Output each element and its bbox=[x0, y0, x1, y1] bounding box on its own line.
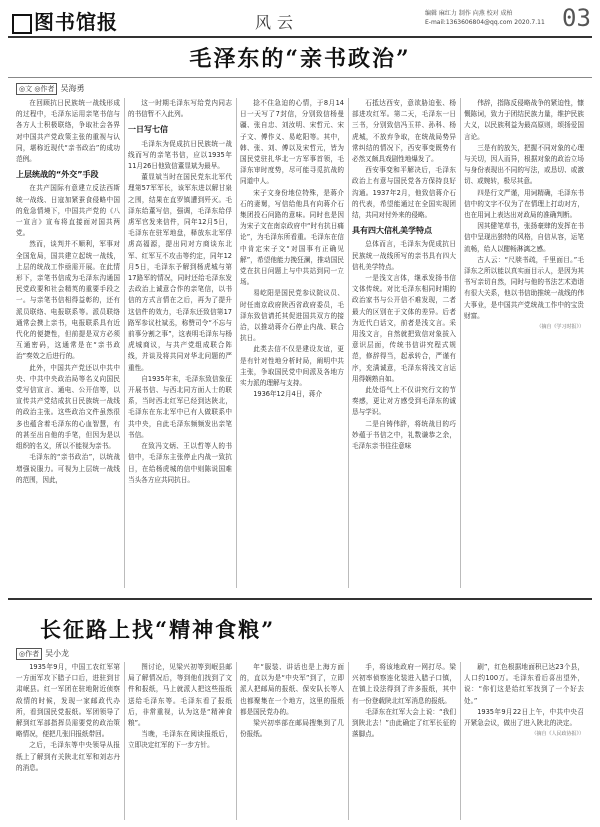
subheading: 一日写七信 bbox=[128, 125, 168, 135]
article2-byline bbox=[16, 648, 69, 660]
paragraph: 此处语气上不仅讲究行文的节奏感，更让对方感受到毛泽东的诚恳与学识。 bbox=[352, 386, 456, 417]
article2-col-4 bbox=[352, 662, 456, 820]
paragraph: 然而，谈判并不顺利，军事对全国危局，国共建立起统一战线，上层的统战工作亟需开展。在此情形下，亲笔书信成为毛泽东沟通国民党政要和社会精英的重要手段之一。与亲笔书信相得益彰的，还有派员联络、电报联系等。派员联络通常会携上亲书，电报联系具有近代化的便捷性，但前提是双方必须互通密码，这通常是在“亲书政治”奏效之后进行的。 bbox=[16, 240, 120, 361]
paragraph: 刷”，红色根据地面积已达23个县，人口约100万。毛泽东看后喜出望外，说：“你们这是给红军找到了一个好去处。” bbox=[464, 663, 584, 705]
column-divider bbox=[460, 662, 461, 820]
column-divider bbox=[124, 662, 125, 820]
paragraph: 在致冯文炳、王以哲等人的书信中，毛泽东主张停止内战一致抗日，在给杨虎城的信中则陈说国难当头各方应共同抗日。 bbox=[128, 442, 232, 484]
article1-col-4 bbox=[352, 98, 456, 588]
masthead-text: 图书馆报 bbox=[34, 10, 118, 34]
byline-tag: ◎作者 bbox=[16, 648, 42, 660]
paragraph: 图讨论，见梁兴初等到岷县邮局了解情况后，等到他们找到了文件和报纸，马上就派人把这些报纸送给毛泽东等。毛泽东看了报纸后，非常重视，认为这是“精神食粮”。 bbox=[128, 663, 232, 728]
paragraph: 古人云：“尺牍书疏，千里面目。”毛泽东之所以能以真实面目示人，是因为其书写亲切自然，同时与他的书法艺术造诣有很大关系，他以书信助推统一战线的伟大事业，是中国共产党统战工作中的宝贵财富。 bbox=[464, 255, 584, 320]
subheading: 具有四大信札美学特点 bbox=[352, 226, 432, 236]
paragraph: 手，将该地政府一网打尽。梁兴初率侦察连化装进入腊子口镇，在镇上设法得到了许多报纸，其中有一份登载陕北红军消息的报纸。 bbox=[352, 663, 456, 705]
paragraph: 毛泽东在红军大会上说：“我们到陕北去！”由此确定了红军长征的落脚点。 bbox=[352, 707, 456, 739]
article2-col-5 bbox=[464, 662, 584, 820]
page-number: 03 bbox=[562, 4, 591, 32]
article1-title: 毛泽东的“亲书政治” bbox=[189, 46, 411, 72]
paragraph: 总体而言，毛泽东为促成抗日民族统一战线所写的亲书具有四大信札美学特点。 bbox=[352, 240, 456, 271]
page-header bbox=[0, 0, 600, 40]
article2-title: 长征路上找“精神食粮” bbox=[40, 617, 276, 642]
byline-tag: ◎文 ◎作者 bbox=[16, 83, 57, 95]
paragraph: 董显斌当时在国民党东北军代理第57军军长，该军东进以解甘泉之围，结果在直罗镇遭到歼灭。毛泽东给董写信，强调，毛泽东给俘虏军官发来信件，同年12月5日，毛泽东在驻军地盘，释放东北军俘虏高福源，提出同对方商谈东北军、红军互不攻击等约定，同年12月5日，毛泽东予解到杨虎城与第17路军的情况，同时还给毛泽东发去政治上诚意合作的亲笔信，以书信的方式言情在之后，再为了提升这信件的效力，毛泽东还致信第17路军参议杜斌丞，称赞司令“不忘与前事分割之事”，这表明毛泽东与杨虎城商议，与共产党组成联合阵线，并谈及将共同对华北问题的严重性。 bbox=[128, 173, 232, 372]
editor-line: 编辑 麻红力 制作 向燕 校对 成柏 bbox=[425, 10, 513, 17]
paragraph: 石抵达西安，意欲胁迫张、杨部进攻红军。第二天，毛泽东一日三书，分别致信冯玉祥、孙科、杨虎城，不放弃争取，在统战局势异常纠结的情况下，西安事变既势有必然又颇具戏剧性地爆发了。 bbox=[352, 99, 456, 164]
paragraph: 这一时期毛泽东写给党内同志的书信暂不入此列。 bbox=[128, 99, 232, 119]
paragraph: 因其健笔草书，张扬豪肆的发挥在书信中呈现出独特的风格，自信从容，运笔流畅，给人以酣畅淋漓之感。 bbox=[464, 222, 584, 253]
column-divider bbox=[348, 98, 349, 588]
paragraph: 此外，中国共产党还以中共中央、中共中央政治局等名义向国民党写信宣言、通电、公开信等，以宣传共产党结成抗日民族统一战线的政治主张。这些政治文件虽然很多也蕴含着毛泽东的心血智慧，有的甚至出自他的手笔，但因为是以组织的名义，所以不能视为亲书。 bbox=[16, 363, 120, 451]
paragraph: 此类去信不仅是建设友谊，更是有针对性地分析时局，阐明中共主张，争取国民党中间派及各地方实力派的理解与支持。 bbox=[240, 345, 344, 388]
paragraph: 二是自铸伟辞，将统战目的巧妙蕴于书信之中，礼数谦恭之余，毛泽东亲书往往意味 bbox=[352, 419, 456, 451]
masthead bbox=[12, 6, 118, 35]
paragraph: 捻不住急迫的心情，于8月14日一天写了7封信，分别致信杨曼疆、张自忠、刘汝明、宋哲元、宋子文、傅作义、易屹阳等。其中，韩、张、刘、傅以及宋哲元，皆为国民党驻扎华北一方军事首领，毛泽东审时度势，尽可能寻觅抗战的同道中人。 bbox=[240, 99, 344, 186]
column-divider bbox=[124, 98, 125, 588]
column-divider bbox=[236, 98, 237, 588]
paragraph: 1935年9月22日上午，中共中央召开紧急会议，做出了进入陕北的决定。 bbox=[464, 707, 584, 728]
article-separator bbox=[8, 598, 592, 600]
column-divider bbox=[236, 662, 237, 820]
paragraph: 在回顾抗日民族统一战线形成的过程中，毛泽东运用亲笔书信与各方人士积极联络，争取社会各界对中国共产党政策主张的重视与认同，堪称近现代“亲书政治”的成功范例。 bbox=[16, 99, 120, 164]
paragraph: 西安事变和平解决后，毛泽东政治上有意与国民党各方保持良好沟通。1937年2月，他致信蒋介石的代表，希望能通过在全国实现团结，共同对付外来的侵略。 bbox=[352, 166, 456, 220]
author-name: 吴海勇 bbox=[60, 84, 85, 93]
article1-col-5 bbox=[464, 98, 584, 588]
paragraph: 毛泽东的“亲书政治”，以统战增强说服力。可视为上层统一战线的范围，因此， bbox=[16, 453, 120, 484]
section-name: 风云 bbox=[255, 13, 300, 32]
masthead-logo-icon bbox=[12, 14, 32, 34]
paragraph: 梁兴初率部在邮局搜集到了几份报纸。 bbox=[240, 719, 344, 739]
author-name: 吴小龙 bbox=[45, 649, 70, 658]
paragraph: 1935年9月，中国工农红军第一方面军攻下腊子口后，进驻到甘肃岷县。红一军团在驻地附近侦察敌情的时候，发现一家邮政代办所，看到国民党报纸。军团领导了解到红军部指挥员需要党的政治策略情况，便把几张旧报纸带回。 bbox=[16, 663, 120, 739]
paragraph: 之后，毛泽东等中央领导从报纸上了解到有关陕北红军和刘志丹的消息。 bbox=[16, 741, 120, 772]
paragraph: 1936年12月4日，蒋介 bbox=[253, 390, 323, 399]
email-date-line: E-mail:1363606804@qq.com 2020.7.11 bbox=[425, 19, 545, 26]
paragraph: 宋子文身份地位特殊，是蒋介石的妻舅，写信给他具有向蒋介石集团投石问路的意味。同时也是因为宋子文在南京政府中“时有抗日痛论”，为毛泽东所看重。毛泽东在信中肯定宋子文“对国事有正确见解”，希望他能力挽狂澜，推动国民党在抗日问题上与中共站到同一立场。 bbox=[240, 188, 344, 287]
paragraph: 伟辞，指陈反侵略战争的紧迫性，慷慨陈词，致力于团结民族力量，维护民族大义，以民族利益为最高原则，颂扬爱国言论。 bbox=[464, 99, 584, 141]
column-divider bbox=[460, 98, 461, 588]
subheading: 上层统战的“外交”手段 bbox=[16, 170, 99, 180]
paragraph: 一是浅文言体，继承发扬书信文体传统。对比毛泽东相同时期的政治家书与公开信不难发现，二者最大的区别在于文体的差异。后者为近代白话文，前者是浅文言。采用浅文言，自然就把致信对象拔入意识层面，传统书信讲究程式规范，修辞得当，起承转合，严谨有序，充满诚意，毛泽东将浅文言运用得娴熟自如。 bbox=[352, 274, 456, 383]
article2-col-2 bbox=[128, 662, 232, 820]
paragraph: 三是有的放矢，把握不同对象的心理与关切，因人而异，根据对象的政治立场与身份表现出不同的写法，或恳切、或激切、或婉转，极尽其意。 bbox=[464, 143, 584, 186]
paragraph: 四是行文严谨，用词精确，毛泽东书信中的文字不仅为了在情理上打动对方，也在用词上表达出对政局的准确判断。 bbox=[464, 188, 584, 220]
article2-col-3 bbox=[240, 662, 344, 820]
source-credit: （摘自《人民政协报》） bbox=[531, 731, 584, 738]
paragraph: 自1935年末，毛泽东致信象征开展书信、与西北同方面人士的联系，当时西北红军已经到达陕北，毛泽东在东北军中已有人做联系中共中央，自此毛泽东频频发出亲笔书信。 bbox=[128, 374, 232, 439]
title-rule bbox=[8, 77, 592, 78]
paragraph: 在共产国际有意建立反法西斯统一战线、日寇加紧蚕食侵略中国的危急情境下，中国共产党的《八一宣言》宣布将直接面对国共两党。 bbox=[16, 184, 120, 238]
paragraph: 年“服装、讲话也是上海方面的，直以为是“中央军”到了，立即派人把邮局的报纸、保安队长等人也都聚集在一个地方，这里的报纸都是国民党办的。 bbox=[240, 663, 344, 716]
page-meta bbox=[425, 9, 555, 27]
column-divider bbox=[348, 662, 349, 820]
article1-byline bbox=[16, 83, 84, 95]
paragraph: 易屹阳是国民党参议院议员、时任南京政府陕西省政府委员，毛泽东致信请托其促进国共双方的接洽，以推动蒋介石停止内战、联合抗日。 bbox=[240, 289, 344, 343]
article1-col-3 bbox=[240, 98, 344, 588]
source-credit: （摘自《学习时报》） bbox=[536, 324, 584, 331]
article2-col-1 bbox=[16, 662, 120, 820]
article1-col-1 bbox=[16, 98, 120, 588]
header-rule bbox=[8, 36, 592, 38]
paragraph: 当晚，毛泽东在阅读报纸后，立即决定红军的下一步方针。 bbox=[128, 730, 232, 750]
article1-col-2 bbox=[128, 98, 232, 588]
paragraph: 毛泽东为促成抗日民族统一战线而写的亲笔书信，应以1935年11月26日他致信董显斌为最早。 bbox=[128, 139, 232, 171]
